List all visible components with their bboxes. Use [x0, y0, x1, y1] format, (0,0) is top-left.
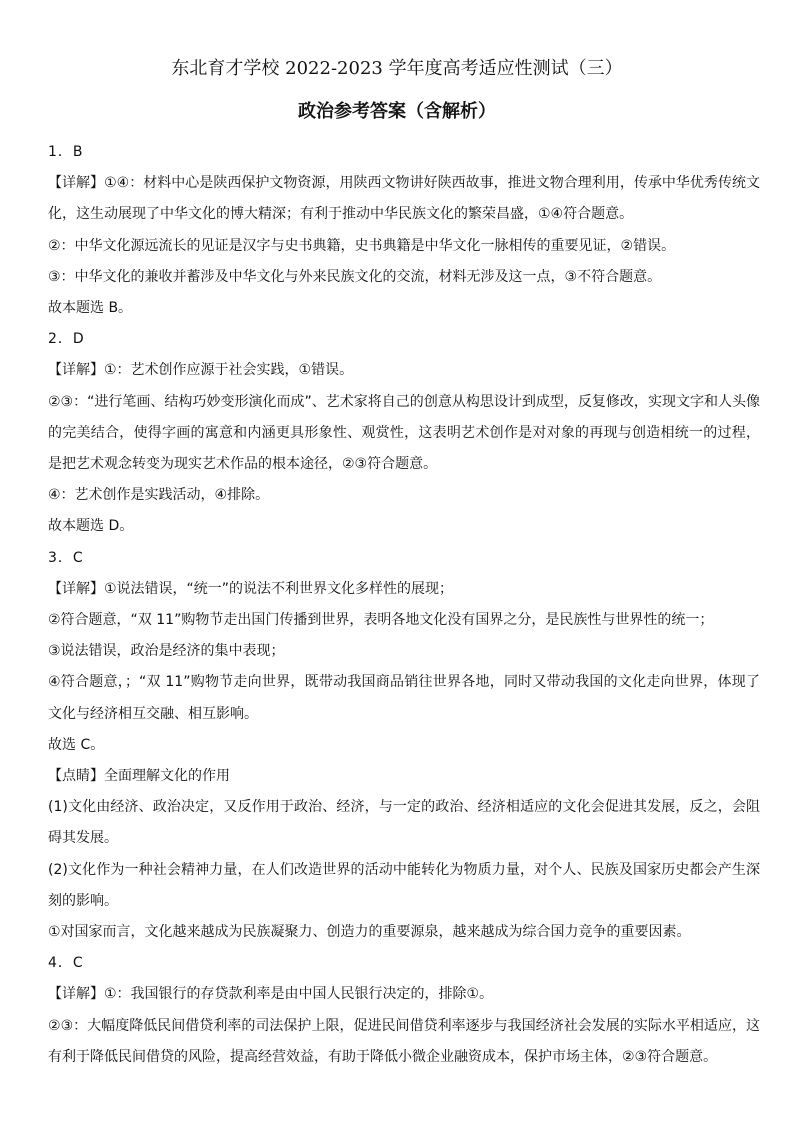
answer-line: 【详解】①④：材料中心是陕西保护文物资源，用陕西文物讲好陕西故事，推进文物合理利用，传承中华优秀传统文化，这生动展现了中华文化的博大精深；有利于推动中华民族文化的繁荣昌盛，①④符合题意。 — [48, 175, 760, 223]
answer-number: 1．B — [48, 144, 84, 160]
answer-line: ②：中华文化源远流长的见证是汉字与史书典籍，史书典籍是中华文化一脉相传的重要见证，②错误。 — [48, 237, 676, 254]
answer-line: 【详解】①：艺术创作应源于社会实践，①错误。 — [48, 362, 354, 379]
answer-content — [48, 137, 760, 1073]
answer-line: ③说法错误，政治是经济的集中表现； — [48, 643, 285, 660]
answer-line: ②③：“进行笔画、结构巧妙变形演化而成”、艺术家将自己的创意从构思设计到成型，反复修改，实现文字和人头像的完美结合，使得字画的寓意和内涵更具形象性、观赏性，这表明艺术创作是对对象的再现与创造相统一的过程，是把艺术观念转变为现实艺术作品的根本途径，②③符合题意。 — [48, 393, 760, 473]
answer-line: ②符合题意，“双 11”购物节走出国门传播到世界，表明各地文化没有国界之分，是民族性与世界性的统一； — [48, 612, 714, 629]
answer-line: 【详解】①：我国银行的存贷款利率是由中国人民银行决定的，排除①。 — [48, 986, 494, 1003]
answer-line: 【点睛】全面理解文化的作用 — [48, 768, 230, 785]
answer-line: (1)文化由经济、政治决定，又反作用于政治、经济，与一定的政治、经济相适应的文化会促进其发展，反之，会阻碍其发展。 — [48, 799, 760, 847]
answer-line: 故本题选 B。 — [48, 300, 133, 317]
answer-line: (2)文化作为一种社会精神力量，在人们改造世界的活动中能转化为物质力量，对个人、民族及国家历史都会产生深刻的影响。 — [48, 861, 760, 909]
document-title: 东北育才学校 2022-2023 学年度高考适应性测试（三） — [171, 58, 623, 79]
answer-line: ①对国家而言，文化越来越成为民族凝聚力、创造力的重要源泉，越来越成为综合国力竞争的重要因素。 — [48, 924, 691, 941]
answer-line: ③：中华文化的兼收并蓄涉及中华文化与外来民族文化的交流，材料无涉及这一点，③不符合题意。 — [48, 268, 662, 285]
answer-number: 2．D — [48, 331, 85, 348]
answer-line: ②③：大幅度降低民间借贷利率的司法保护上限，促进民间借贷利率逐步与我国经济社会发展的实际水平相适应，这有利于降低民间借贷的风险，提高经营效益，有助于降低小微企业融资成本，保护市场主体，②③符合题意。 — [48, 1017, 760, 1065]
answer-line: ④：艺术创作是实践活动，④排除。 — [48, 487, 270, 504]
document-subtitle: 政治参考答案（含解析） — [298, 101, 496, 122]
answer-line: 故选 C。 — [48, 736, 105, 753]
answer-number: 3．C — [48, 549, 84, 566]
answer-line: 【详解】①说法错误，“统一”的说法不利世界文化多样性的展现； — [48, 580, 454, 597]
answer-line: 故本题选 D。 — [48, 518, 134, 535]
answer-number: 4．C — [48, 955, 84, 972]
answer-line: ④符合题意，；“双 11”购物节走向世界，既带动我国商品销往世界各地，同时又带动我国的文化走向世界，体现了文化与经济相互交融、相互影响。 — [48, 674, 760, 722]
